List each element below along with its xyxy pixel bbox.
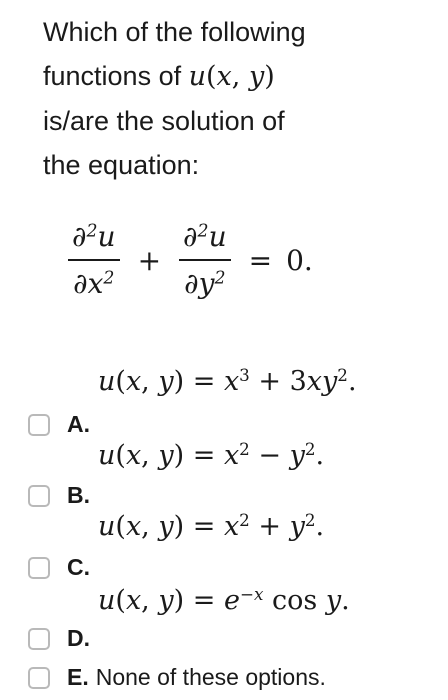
question-line-4: the equation: [43,150,200,180]
option-e-checkbox[interactable] [28,667,50,689]
question-line-2-prefix: functions of [43,61,189,91]
question-line-3: is/are the solution of [43,106,285,136]
option-c-checkbox[interactable] [28,557,50,579]
option-c-letter: C. [67,554,90,580]
equals-sign: = [248,243,273,277]
fraction-d2u-dx2: $\frac{\partial^2u}{\partial x^2}$ [68,220,120,300]
option-b-checkbox[interactable] [28,485,50,507]
equation-rhs: 0. [286,243,313,277]
option-a[interactable] [28,411,90,438]
question-line-2 [43,54,423,99]
option-d-checkbox[interactable] [28,628,50,650]
plus-sign: + [137,243,162,277]
option-d-formula: u(x, $y) = e^{-x}$ cos y. [98,583,350,616]
option-c[interactable] [28,554,90,581]
option-b-letter: B. [67,482,90,508]
question-text [43,10,423,187]
option-d-letter: D. [67,625,90,651]
option-c-formula: u(x, $y) = x^2 + y^2$. [98,509,325,542]
option-d[interactable] [28,625,90,652]
question-line-1: Which of the following [43,17,306,47]
option-a-formula: u(x, $y) = x^3 + 3xy^2$. [98,364,357,397]
option-e-text: None of these options. [95,664,326,690]
laplace-equation [64,210,313,310]
option-a-checkbox[interactable] [28,414,50,436]
option-b-formula: u(x, $y) = x^2 - y^2$. [98,438,325,471]
option-a-letter: A. [67,411,90,437]
option-e[interactable] [28,664,326,691]
fraction-d2u-dy2: $\frac{\partial^2u}{\partial y^2}$ [179,220,231,300]
option-b[interactable] [28,482,90,509]
question-function-symbol: u(x, y) [188,61,275,92]
option-e-letter: E. [67,664,89,690]
